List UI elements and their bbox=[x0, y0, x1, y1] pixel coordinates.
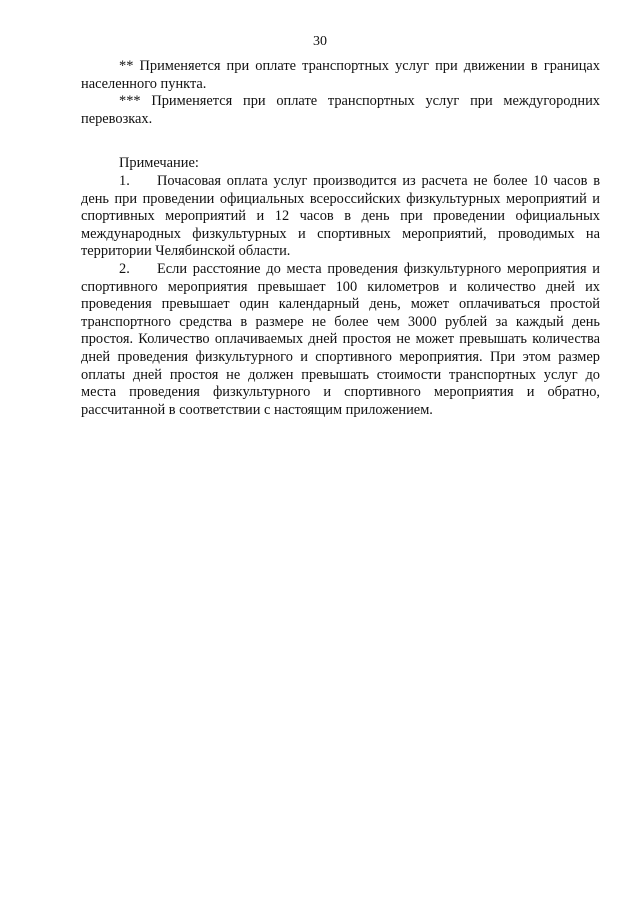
note-item-text: Если расстояние до места проведения физкультурного мероприятия и спортивного мероприятия превышает 100 километров и количество дней их проведения превышает один календарный день, может оплачиваться простой транспортного средства в размере не более чем 3000 рублей за каждый день простоя. Количество оплачиваемых дней простоя не может превышать количества дней проведения физкультурного и спортивного мероприятия. При этом размер оплаты дней простоя не должен превышать стоимости транспортных услуг до места проведения физкультурного и спортивного мероприятия и обратно, рассчитанной в соответствии с настоящим приложением. bbox=[81, 260, 600, 418]
page-content bbox=[81, 58, 600, 419]
footnote-intercity-transport: *** Применяется при оплате транспортных услуг при междугородних перевозках. bbox=[81, 93, 600, 127]
page-number: 30 bbox=[313, 34, 327, 49]
note-item-number: 2. bbox=[119, 260, 130, 277]
spacer bbox=[81, 128, 600, 155]
footnote-city-transport: ** Применяется при оплате транспортных услуг при движении в границах населенного пункта. bbox=[81, 58, 600, 92]
note-item-2 bbox=[81, 261, 600, 419]
note-item-1 bbox=[81, 173, 600, 261]
note-item-text: Почасовая оплата услуг производится из расчета не более 10 часов в день при проведении официальных всероссийских физкультурных мероприятий и спортивных мероприятий и 12 часов в день при проведении официальных международных физкультурных и спортивных мероприятий, проводимых на территории Челябинской области. bbox=[81, 172, 600, 260]
note-heading: Примечание: bbox=[119, 155, 199, 172]
note-item-number: 1. bbox=[119, 172, 130, 189]
